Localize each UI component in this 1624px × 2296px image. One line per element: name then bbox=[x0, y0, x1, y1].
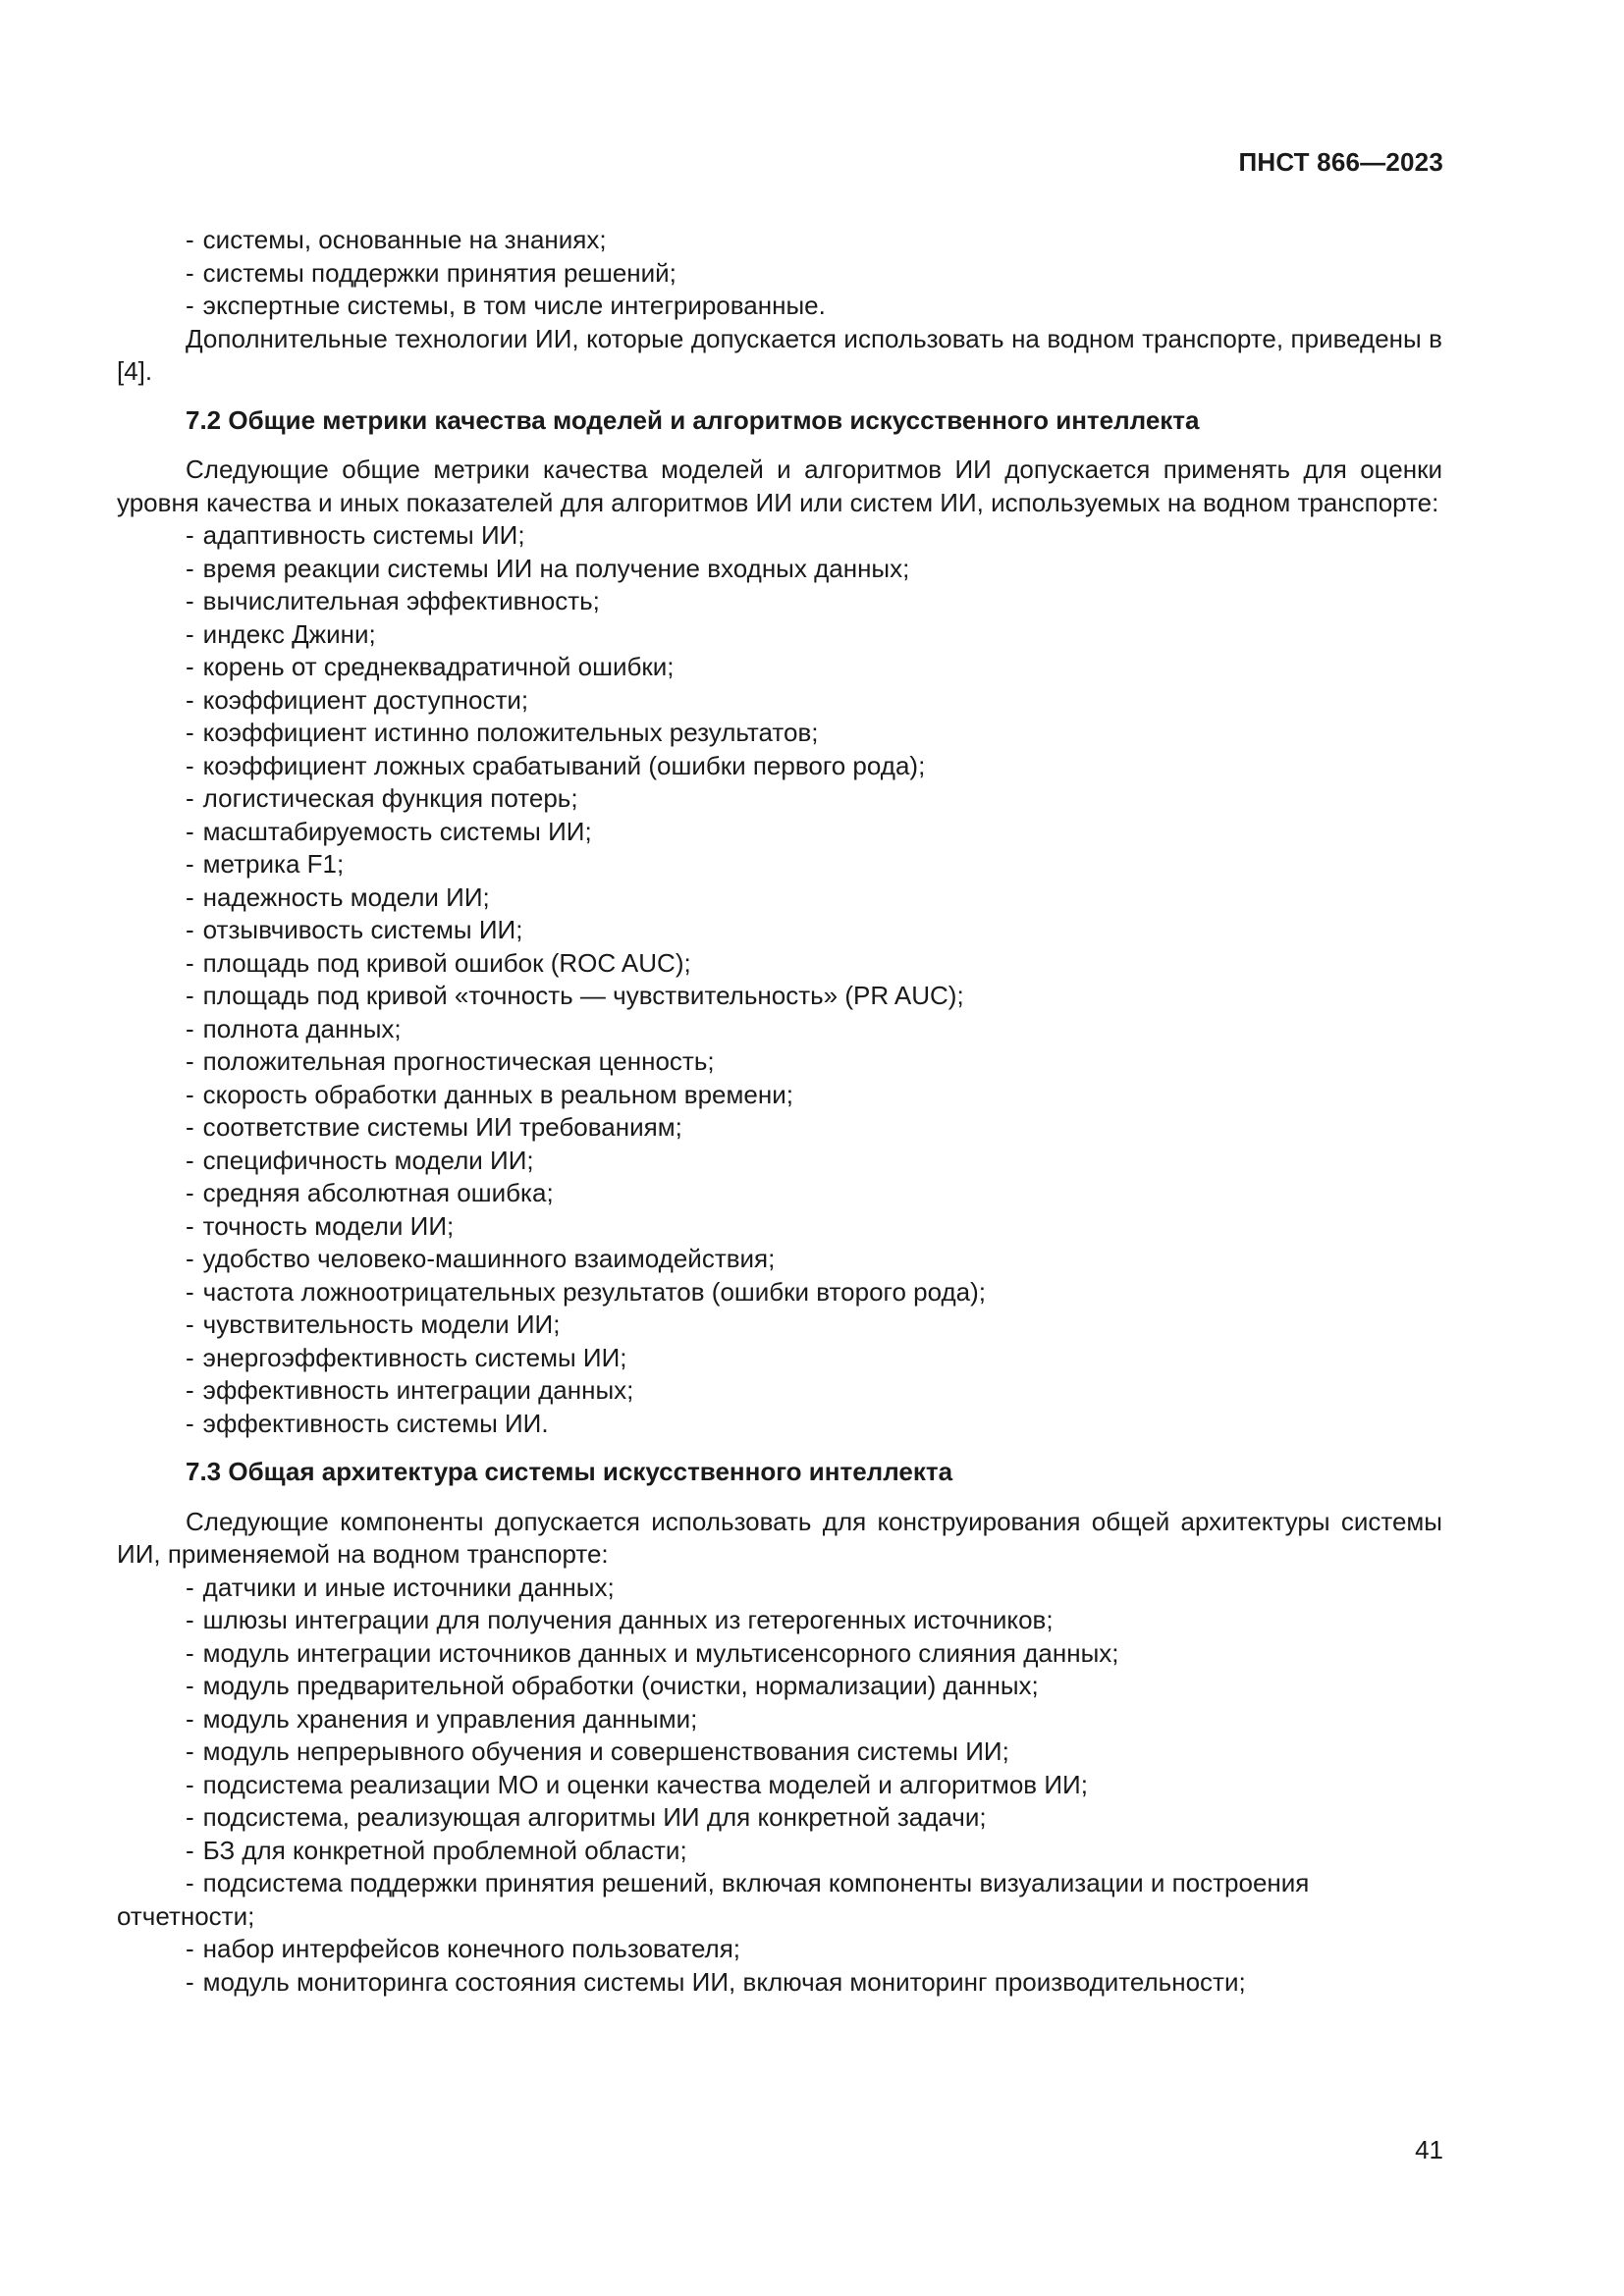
list-item: - подсистема реализации МО и оценки качества моделей и алгоритмов ИИ; bbox=[186, 1769, 1088, 1799]
paragraph-metrics-intro: Следующие общие метрики качества моделей и алгоритмов ИИ допускается применять для оценки уровня качества и иных показателей для алгоритмов ИИ или систем ИИ, используемых на водном транспорте: bbox=[117, 454, 1442, 517]
list-item: - адаптивность системы ИИ; bbox=[186, 520, 525, 550]
page-body bbox=[117, 224, 1442, 1999]
list-item: - положительная прогностическая ценность; bbox=[186, 1046, 715, 1076]
list-item: - коэффициент доступности; bbox=[186, 684, 529, 715]
document-code: ПНСТ 866—2023 bbox=[1238, 147, 1443, 177]
list-item: - частота ложноотрицательных результатов (ошибки второго рода); bbox=[186, 1276, 987, 1307]
list-item: - скорость обработки данных в реальном времени; bbox=[186, 1079, 793, 1109]
list-item: - эффективность системы ИИ. bbox=[186, 1408, 549, 1438]
list-item: - коэффициент истинно положительных результатов; bbox=[186, 718, 819, 747]
list-item: - время реакции системы ИИ на получение входных данных; bbox=[186, 553, 910, 583]
list-item: - метрика F1; bbox=[186, 849, 345, 879]
list-item: - системы, основанные на знаниях; bbox=[186, 225, 607, 254]
list-item: - подсистема поддержки принятия решений, включая компоненты визуализации и построения отчетности; bbox=[117, 1868, 1310, 1931]
list-item: - средняя абсолютная ошибка; bbox=[186, 1178, 554, 1207]
list-item: - экспертные системы, в том числе интегрированные. bbox=[186, 291, 826, 320]
list-item: - полнота данных; bbox=[186, 1013, 402, 1043]
list-item: - масштабируемость системы ИИ; bbox=[186, 816, 592, 846]
list-item: - вычислительная эффективность; bbox=[186, 586, 600, 615]
page-number: 41 bbox=[1415, 2135, 1443, 2164]
list-item: - модуль мониторинга состояния системы ИИ, включая мониторинг производительности; bbox=[186, 1966, 1246, 1997]
list-item: - набор интерфейсов конечного пользователя; bbox=[186, 1934, 741, 1963]
section-heading-7-3: 7.3 Общая архитектура системы искусственного интеллекта bbox=[186, 1457, 953, 1486]
list-item: - модуль интеграции источников данных и мультисенсорного слияния данных; bbox=[186, 1637, 1119, 1668]
list-item: - энергоэффективность системы ИИ; bbox=[186, 1342, 627, 1372]
list-item: - надежность модели ИИ; bbox=[186, 881, 490, 912]
list-item: - чувствительность модели ИИ; bbox=[186, 1309, 561, 1339]
list-item: - подсистема, реализующая алгоритмы ИИ для конкретной задачи; bbox=[186, 1802, 987, 1832]
list-item: - индекс Джини; bbox=[186, 618, 376, 649]
list-item: - точность модели ИИ; bbox=[186, 1210, 455, 1241]
list-item: - системы поддержки принятия решений; bbox=[186, 257, 677, 288]
list-item: - площадь под кривой ошибок (ROC AUC); bbox=[186, 947, 691, 978]
list-item: - БЗ для конкретной проблемной области; bbox=[186, 1835, 687, 1865]
list-item: - площадь под кривой «точность — чувствительность» (PR AUC); bbox=[186, 981, 964, 1010]
list-item: - модуль предварительной обработки (очистки, нормализации) данных; bbox=[186, 1671, 1039, 1700]
list-item: - специфичность модели ИИ; bbox=[186, 1145, 534, 1175]
architecture-components-list bbox=[117, 1572, 1442, 2000]
paragraph-architecture-intro: Следующие компоненты допускается использовать для конструирования общей архитектуры системы ИИ, применяемой на водном транспорте: bbox=[117, 1506, 1442, 1569]
list-item: - модуль непрерывного обучения и совершенствования системы ИИ; bbox=[186, 1736, 1009, 1766]
list-item: - эффективность интеграции данных; bbox=[186, 1375, 634, 1405]
list-item: - корень от среднеквадратичной ошибки; bbox=[186, 652, 675, 681]
section-heading-7-2: 7.2 Общие метрики качества моделей и алгоритмов искусственного интеллекта bbox=[186, 404, 1200, 435]
list-item: - соответствие системы ИИ требованиям; bbox=[186, 1112, 682, 1142]
list-item: - шлюзы интеграции для получения данных из гетерогенных источников; bbox=[186, 1605, 1054, 1634]
list-item: - коэффициент ложных срабатываний (ошибки первого рода); bbox=[186, 750, 926, 780]
list-item: - датчики и иные источники данных; bbox=[186, 1572, 615, 1602]
list-item: - модуль хранения и управления данными; bbox=[186, 1703, 698, 1734]
list-item: - удобство человеко-машинного взаимодействия; bbox=[186, 1244, 776, 1273]
paragraph-additional-technologies: Дополнительные технологии ИИ, которые допускается использовать на водном транспорте, приведены в [4]. bbox=[117, 323, 1442, 386]
list-item: - логистическая функция потерь; bbox=[186, 783, 578, 813]
metrics-list bbox=[117, 519, 1442, 1440]
list-item: - отзывчивость системы ИИ; bbox=[186, 915, 523, 944]
